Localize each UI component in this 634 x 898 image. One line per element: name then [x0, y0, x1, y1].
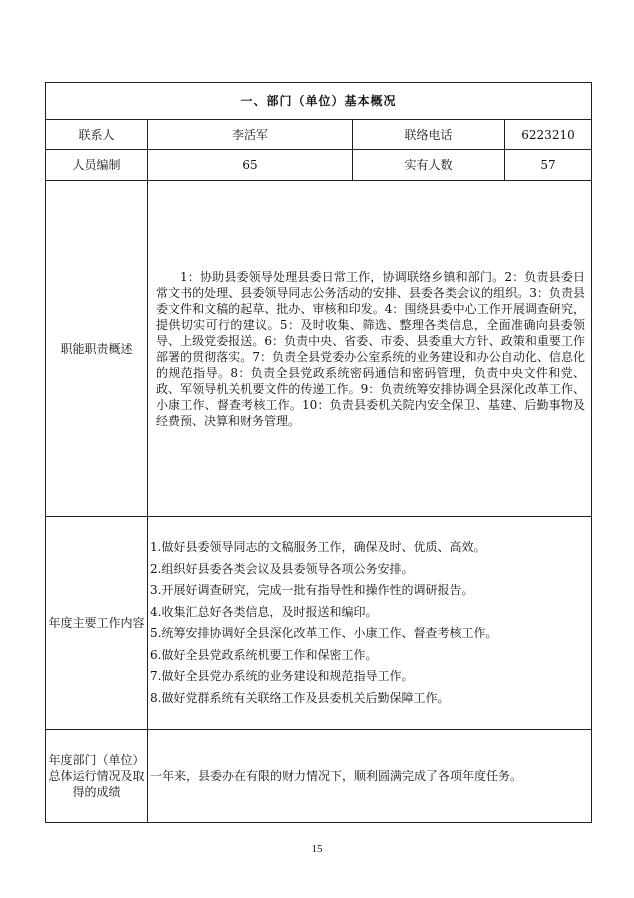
annual-work-cell — [148, 517, 592, 730]
contact-label: 联系人 — [46, 120, 148, 150]
duties-text: 1：协助县委领导处理县委日常工作，协调联络乡镇和部门。2：负责县委日常文书的处理、县委领导同志公务活动的安排、县委各类会议的组织。3：负责县委文件和文稿的起草、批办、审核和印发。4：围绕县委中心工作开展调查研究，提供切实可行的建议。5：及时收集、筛选、整理各类信息，全面准确向县委领导、上级党委报送。6：负责中央、省委、市委、县委重大方针、政策和重要工作部署的贯彻落实。7：负责全县党委办公室系统的业务建设和办公自动化、信息化的规范指导。8：负责全县党政系统密码通信和密码管理，负责中央文件和党、政、军领导机关机要文件的传递工作。9：负责统筹安排协调全县深化改革工作、小康工作、督查考核工作。10：负责县委机关院内安全保卫、基建、后勤事物及经费预、决算和财务管理。 — [148, 181, 592, 517]
phone-value: 6223210 — [505, 120, 592, 150]
list-item: 1.做好县委领导同志的文稿服务工作，确保及时、优质、高效。 — [150, 540, 486, 554]
duties-label: 职能职责概述 — [46, 181, 148, 517]
achievements-label-line: 得的成绩 — [72, 785, 121, 799]
page-number: 15 — [311, 843, 323, 855]
list-item: 2.组织好县委各类会议及县委领导各项公务安排。 — [150, 561, 414, 576]
list-item: 3.开展好调查研究，完成一批有指导性和操作性的调研报告。 — [150, 583, 474, 597]
table-title: 一、部门（单位）基本概况 — [46, 83, 592, 120]
achievements-label-line: 总体运行情况及取 — [48, 769, 145, 783]
staff-quota-value: 65 — [148, 150, 353, 181]
contact-value: 李活军 — [148, 120, 353, 150]
list-item: 6.做好全县党政系统机要工作和保密工作。 — [150, 647, 378, 662]
achievements-label-line: 年度部门（单位） — [48, 753, 145, 767]
overview-table — [45, 82, 592, 823]
achievements-text: 一年来，县委办在有限的财力情况下，顺利圆满完成了各项年度任务。 — [148, 730, 592, 823]
list-item: 7.做好全县党办系统的业务建设和规范指导工作。 — [150, 669, 414, 683]
list-item: 8.做好党群系统有关联络工作及县委机关后勤保障工作。 — [150, 690, 450, 705]
staff-actual-value: 57 — [505, 150, 592, 181]
phone-label: 联络电话 — [353, 120, 505, 150]
list-item: 5.统筹安排协调好全县深化改革工作、小康工作、督查考核工作。 — [150, 626, 498, 640]
staff-quota-label: 人员编制 — [46, 150, 148, 181]
annual-work-label: 年度主要工作内容 — [46, 517, 148, 730]
staff-actual-label: 实有人数 — [353, 150, 505, 181]
list-item: 4.收集汇总好各类信息，及时报送和编印。 — [150, 604, 378, 619]
annual-work-list — [148, 537, 591, 709]
achievements-label — [46, 730, 148, 823]
